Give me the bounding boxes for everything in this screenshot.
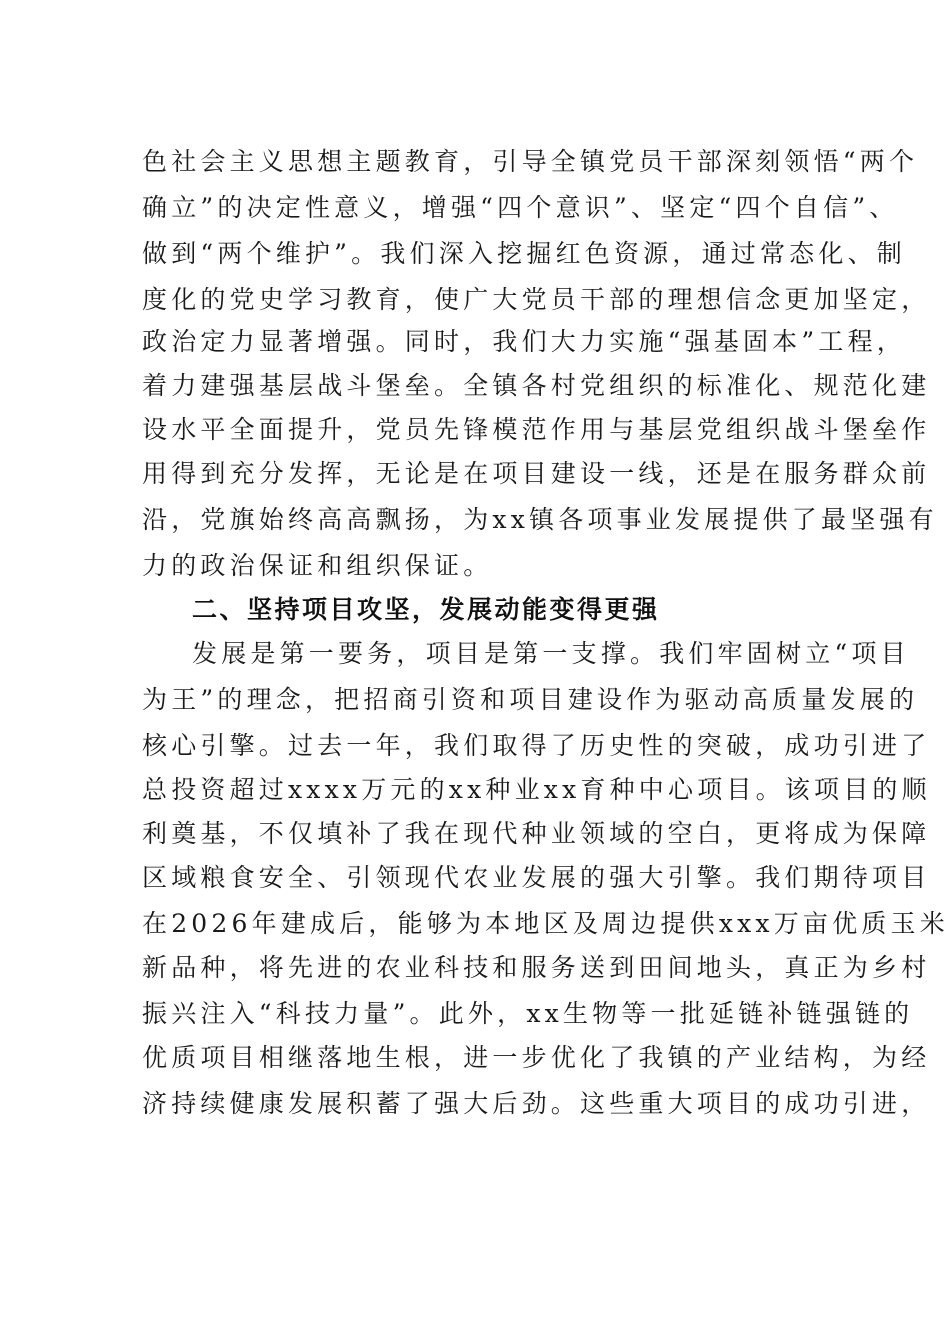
paragraph-2-line-5: 利奠基，不仅填补了我在现代种业领域的空白，更将成为保障 [142,819,931,848]
paragraph-1-line-9: 沿，党旗始终高高飘扬，为xx镇各项事业发展提供了最坚强有 [142,505,938,534]
paragraph-1-line-7: 设水平全面提升，党员先锋模范作用与基层党组织战斗堡垒作 [142,415,931,444]
paragraph-2-line-1: 发展是第一要务，项目是第一支撑。我们牢固树立“项目 [192,639,910,668]
paragraph-2-line-2: 为王”的理念，把招商引资和项目建设作为驱动高质量发展的 [142,685,919,714]
paragraph-1-line-1: 色社会主义思想主题教育，引导全镇党员干部深刻领悟“两个 [142,147,919,176]
paragraph-2-line-10: 优质项目相继落地生根，进一步优化了我镇的产业结构，为经 [142,1043,931,1072]
paragraph-1-line-3: 做到“两个维护”。我们深入挖掘红色资源，通过常态化、制 [142,239,906,268]
paragraph-2-line-4: 总投资超过xxxx万元的xx种业xx育种中心项目。该项目的顺 [142,775,931,804]
paragraph-2-line-11: 济持续健康发展积蓄了强大后劲。这些重大项目的成功引进， [142,1089,931,1118]
paragraph-1-line-8: 用得到充分发挥，无论是在项目建设一线，还是在服务群众前 [142,459,931,488]
section-heading: 二、坚持项目攻坚，发展动能变得更强 [192,595,660,624]
paragraph-1-line-10: 力的政治保证和组织保证。 [142,551,493,580]
paragraph-2-line-6: 区域粮食安全、引领现代农业发展的强大引擎。我们期待项目 [142,863,931,892]
paragraph-2-line-8: 新品种，将先进的农业科技和服务送到田间地头，真正为乡村 [142,953,931,982]
paragraph-2-line-9: 振兴注入“科技力量”。此外，xx生物等一批延链补链强链的 [142,999,914,1028]
paragraph-1-line-6: 着力建强基层战斗堡垒。全镇各村党组织的标准化、规范化建 [142,371,931,400]
paragraph-2-line-3: 核心引擎。过去一年，我们取得了历史性的突破，成功引进了 [142,731,931,760]
paragraph-2-line-7: 在2026年建成后，能够为本地区及周边提供xxx万亩优质玉米 [142,909,949,938]
paragraph-1-line-5: 政治定力显著增强。同时，我们大力实施“强基固本”工程， [142,327,906,356]
paragraph-1-line-4: 度化的党史学习教育，使广大党员干部的理想信念更加坚定， [142,285,931,314]
paragraph-1-line-2: 确立”的决定性意义，增强“四个意识”、坚定“四个自信”、 [142,193,899,222]
